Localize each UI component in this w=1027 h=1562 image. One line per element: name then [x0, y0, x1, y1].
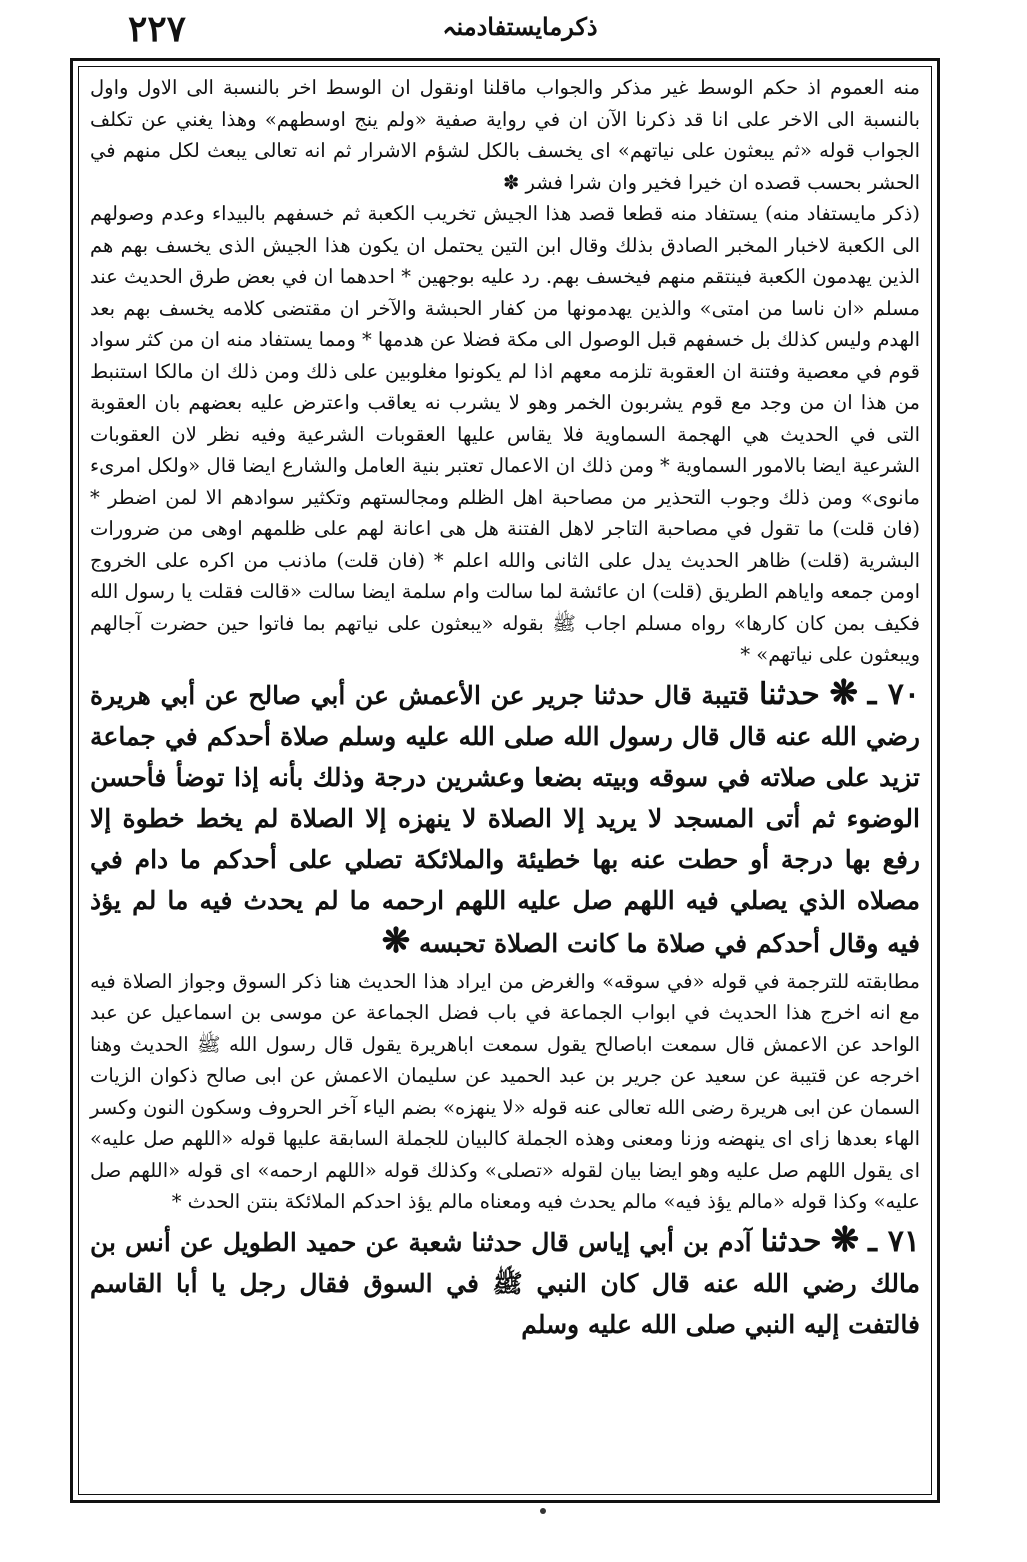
hadith-71: [90, 1220, 920, 1345]
hadith-70-close-bracket: ❋: [381, 920, 411, 961]
hadith-70-opening: حدثنا: [759, 676, 820, 712]
hadith-71-open-bracket: ❋: [830, 1219, 860, 1260]
hadith-71-text: آدم بن أبي إياس قال حدثنا شعبة عن حميد الطويل عن أنس بن مالك رضي الله عنه قال كان النبي ﷺ في السوق فقال رجل يا أبا القاسم فالتفت إليه النبي صلى الله عليه وسلم: [90, 1227, 920, 1339]
hadith-70-text: قتيبة قال حدثنا جرير عن الأعمش عن أبي صالح عن أبي هريرة رضي الله عنه قال قال رسول الله صلى الله عليه وسلم صلاة أحدكم في جماعة تزيد على صلاته في سوقه وبيته بضعا وعشرين درجة وذلك بأنه إذا توضأ فأحسن الوضوء ثم أتى المسجد لا يريد إلا الصلاة لا ينهزه إلا الصلاة لم يخط خطوة إلا رفع بها درجة أو حطت عنه بها خطيئة والملائكة تصلي على أحدكم ما دام في مصلاه الذي يصلي فيه اللهم صل عليه اللهم ارحمه ما لم يحدث فيه ما لم يؤذ فيه وقال أحدكم في صلاة ما كانت الصلاة تحبسه: [90, 680, 920, 958]
page-number: ٢٢٧: [128, 8, 187, 50]
page-header: [0, 0, 1027, 60]
hadith-71-opening: حدثنا: [760, 1223, 822, 1259]
hadith-71-number: ٧١ ـ: [868, 1223, 920, 1259]
commentary-paragraph-1: منه العموم اذ حكم الوسط غير مذكر والجواب ماقلنا اونقول ان الوسط اخر بالنسبة الى الاول واول بالنسبة الى الاخر على انا قد ذكرنا الآن ان في رواية صفية «ولم ينج اوسطهم» وهذا يغني عن تكلف الجواب قوله «ثم يبعثون على نياتهم» اى يخسف بالكل لشؤم الاشرار ثم انه تعالى يبعث لكل منهم في الحشر بحسب قصده ان خيرا فخير وان شرا فشر ✽: [90, 76, 921, 194]
commentary-paragraph-3: مطابقته للترجمة في قوله «في سوقه» والغرض من ايراد هذا الحديث هنا ذكر السوق وجواز الصلاة فيه مع انه اخرج هذا الحديث في ابواب الجماعة في باب فضل الجماعة عن موسى بن اسماعيل عن عبد الواحد عن الاعمش قال سمعت اباصالح يقول سمعت اباهريرة يقول قال رسول الله ﷺ الحديث وهنا اخرجه عن قتيبة عن سعيد عن جرير بن عبد الحميد عن سليمان الاعمش عن ابى صالح ذكوان الزيات السمان عن ابى هريرة رضى الله تعالى عنه قوله «لا ينهزه» بضم الياء آخر الحروف وسكون النون وكسر الهاء بعدها زاى اى ينهضه وزنا ومعنى وهذه الجملة كالبيان للجملة السابقة عليها قوله «اللهم صل عليه» اى يقول اللهم صل عليه وهو ايضا بيان لقوله «تصلى» وكذلك قوله «اللهم ارحمه» اى قوله «اللهم صل عليه» وكذا قوله «مالم يؤذ فيه» مالم يحدث فيه ومعناه مالم يؤذ احدكم الملائكة بنتن الحدث *: [90, 969, 920, 1213]
scan-speck: [540, 1508, 546, 1514]
page-body: [90, 72, 920, 1345]
hadith-70: [90, 673, 920, 964]
commentary-paragraph-2: (ذكر مايستفاد منه) يستفاد منه قطعا قصد هذا الجيش تخريب الكعبة ثم خسفهم بالبيداء وعدم وصولهم الى الكعبة لاخبار المخبر الصادق بذلك وقال ابن التين يحتمل ان يكون هذا الجيش الذى يخسف بهم هم الذين يهدمون الكعبة فينتقم منهم فيخسف بهم. رد عليه بوجهين * احدهما ان في بعض طرق الحديث عند مسلم «ان ناسا من امتى» والذين يهدمونها من كفار الحبشة والآخر ان مقتضى كلامه يخسف بهم بعد الهدم وليس كذلك بل خسفهم قبل الوصول الى مكة فضلا عن هدمها * ومما يستفاد منه ان من كثر سواد قوم في معصية وفتنة ان العقوبة تلزمه معهم اذا لم يكونوا مغلوبين على ذلك ومن ذلك ان مالكا استنبط من هذا ان من وجد مع قوم يشربون الخمر وهو لا يشرب نه يعاقب واعترض عليه بعضهم بان العقوبة التى في الحديث هي الهجمة السماوية فلا يقاس عليها العقوبات الشرعية وفيه نظر لان العقوبات الشرعية ايضا بالامور السماوية * ومن ذلك ان الاعمال تعتبر بنية العامل والشارع ايضا قال «ولكل امرىء مانوى» ومن ذلك وجوب التحذير من مصاحبة اهل الظلم ومجالستهم وتكثير سوادهم الا لمن اضطر * (فان قلت) ما تقول في مصاحبة التاجر لاهل الفتنة هل هى اعانة لهم على ظلمهم اوهى من ضرورات البشرية (قلت) ظاهر الحديث يدل على الثانى والله اعلم * (فان قلت) ماذنب من اكره على الخروج اومن جمعه واياهم الطريق (قلت) ان عائشة لما سالت وام سلمة ايضا سالت «قالت فقلت يا رسول الله فكيف بمن كان كارها» رواه مسلم اجاب ﷺ بقوله «يبعثون على نياتهم بما فاتوا حين حضرت آجالهم ويبعثون على نياتهم» *: [90, 202, 920, 666]
hadith-70-open-bracket: ❋: [829, 672, 858, 713]
hadith-70-number: ٧٠ ـ: [867, 676, 920, 712]
running-title: ذکرمایستفادمنہ: [442, 12, 598, 41]
